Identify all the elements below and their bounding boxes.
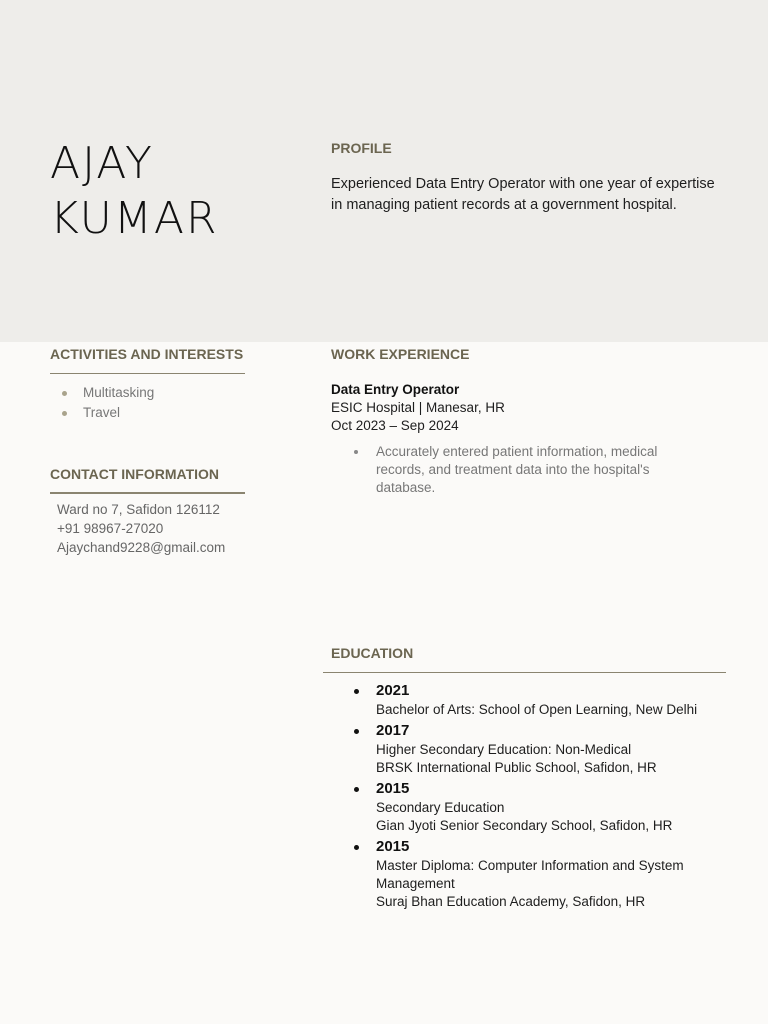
profile-summary: Experienced Data Entry Operator with one year of expertise in managing patient records at a government hospital.	[331, 176, 715, 213]
education-line: Higher Secondary Education: Non-Medical	[376, 742, 632, 757]
education-line: Bachelor of Arts: School of Open Learning, New Delhi	[376, 702, 698, 717]
bullet-icon	[354, 450, 358, 454]
education-item	[354, 721, 714, 777]
candidate-name	[50, 136, 219, 246]
activity-label: Multitasking	[83, 385, 155, 400]
job-title: Data Entry Operator	[331, 382, 460, 397]
work-heading: WORK EXPERIENCE	[331, 346, 470, 362]
activity-label: Travel	[83, 405, 121, 420]
contact-block	[57, 500, 225, 557]
bullet-icon	[354, 689, 359, 694]
job-bullets	[354, 443, 684, 497]
job-bullet-text: Accurately entered patient information, medical records, and treatment data into the hospital's database.	[376, 444, 658, 495]
bullet-icon	[354, 729, 359, 734]
education-divider	[323, 672, 726, 673]
activities-divider	[50, 373, 245, 374]
education-line: Secondary Education	[376, 800, 505, 815]
list-item	[62, 403, 154, 423]
job-employer: ESIC Hospital | Manesar, HR	[331, 400, 505, 415]
education-year: 2017	[376, 722, 410, 739]
education-line: Master Diploma: Computer Information and System Management	[376, 858, 684, 891]
contact-email: Ajaychand9228@gmail.com	[57, 540, 226, 555]
first-name: AJAY	[50, 138, 154, 189]
activities-heading: ACTIVITIES AND INTERESTS	[50, 346, 244, 362]
job-dates: Oct 2023 – Sep 2024	[331, 418, 459, 433]
last-name: KUMAR	[50, 193, 219, 244]
education-heading: EDUCATION	[331, 645, 414, 661]
education-line: Gian Jyoti Senior Secondary School, Safidon, HR	[376, 818, 673, 833]
education-line: BRSK International Public School, Safidon, HR	[376, 760, 657, 775]
education-year: 2015	[376, 838, 410, 855]
education-year: 2021	[376, 682, 410, 699]
list-item	[62, 383, 154, 403]
education-year: 2015	[376, 780, 410, 797]
list-item	[354, 443, 684, 497]
bullet-icon	[354, 787, 359, 792]
education-item	[354, 681, 714, 719]
contact-phone: +91 98967-27020	[57, 521, 164, 536]
bullet-icon	[354, 845, 359, 850]
bullet-icon	[62, 411, 67, 416]
education-item	[354, 779, 714, 835]
job-entry	[331, 381, 505, 435]
contact-address: Ward no 7, Safidon 126112	[57, 502, 220, 517]
education-line: Suraj Bhan Education Academy, Safidon, HR	[376, 894, 646, 909]
profile-heading: PROFILE	[331, 140, 392, 156]
education-list	[354, 681, 714, 913]
education-item	[354, 837, 714, 911]
bullet-icon	[62, 391, 67, 396]
contact-heading: CONTACT INFORMATION	[50, 466, 220, 482]
activities-list	[62, 383, 154, 423]
contact-divider	[50, 492, 245, 494]
